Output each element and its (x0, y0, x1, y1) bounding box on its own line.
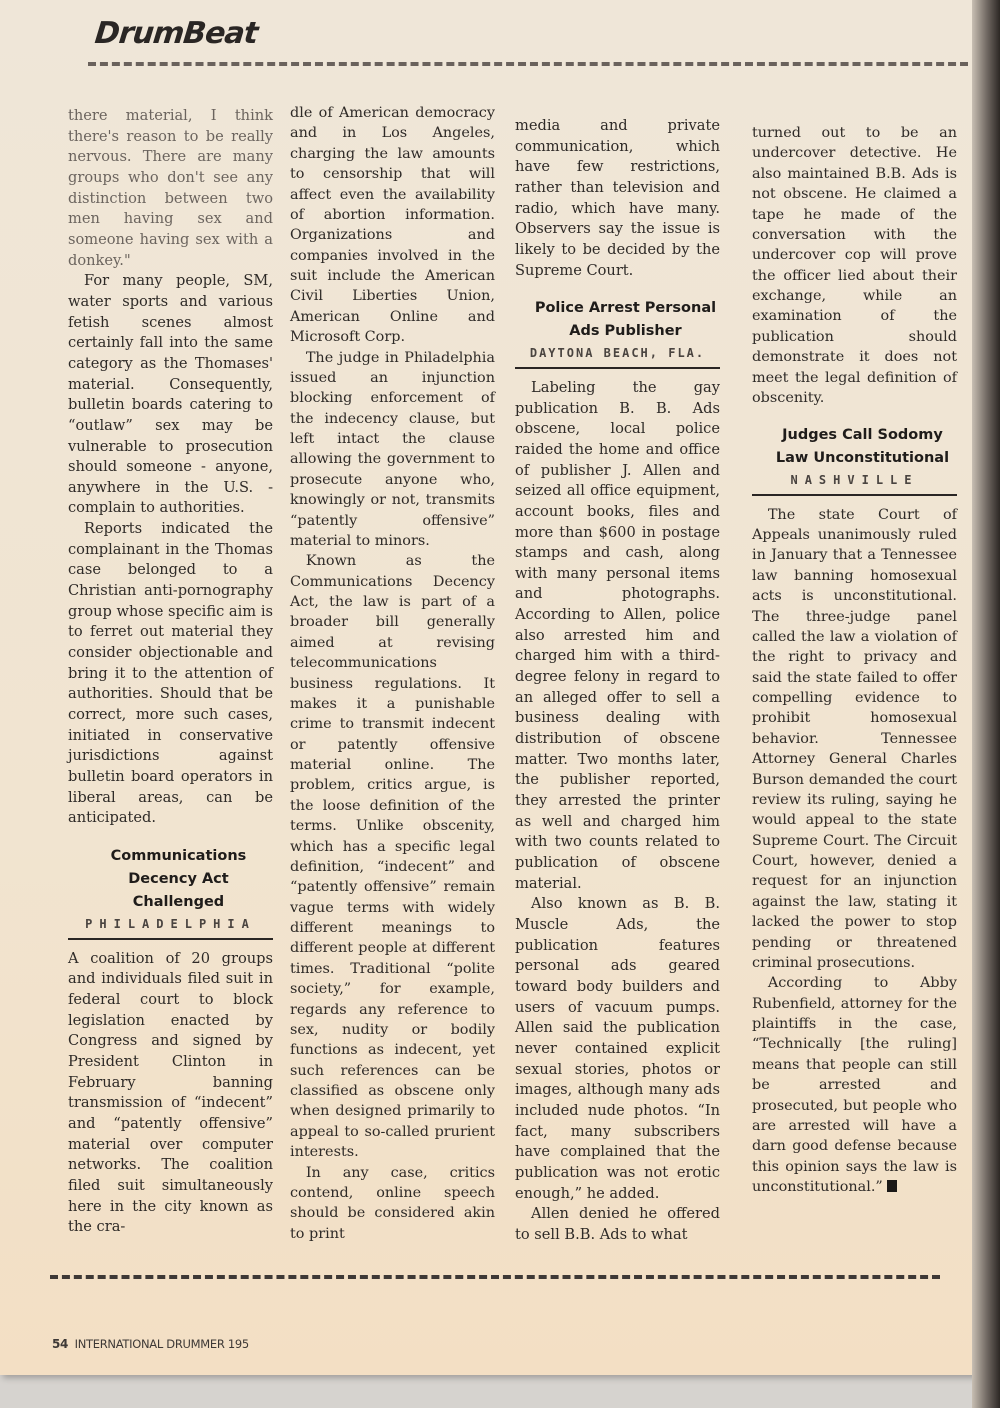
column-2 (290, 103, 495, 1244)
column-4 (752, 123, 957, 1197)
headline: Decency Act (128, 870, 229, 887)
headline: Communications (110, 847, 247, 864)
paragraph: media and private communication, which have few restrictions, rather than television and radio, which have many. Observers say the issue is likely to be decided by the Supreme Court. (515, 117, 720, 279)
paragraph: A coalition of 20 groups and individuals filed suit in federal court to block legislation enacted by Congress and signed by President Clinton in February banning transmission of “indecent” and “patently offensive” material over computer networks. The coalition filed suit simultaneously here in the city known as the cra- (68, 949, 273, 1236)
paragraph: dle of American democracy and in Los Angeles, charging the law amounts to censorship that will affect even the availability of abortion information. Organizations and companies involved in the suit include the American Civil Liberties Union, American Online and Microsoft Corp. (290, 105, 495, 346)
paragraph: For many people, SM, water sports and various fetish scenes almost certainly fall into the same category as the Thomases' material. Consequently, bulletin boards catering to “outlaw” sex may be vulnerable to prosecution should someone - anyone, anywhere in the U.S. - complain to authorities. (68, 272, 273, 517)
dateline: DAYTONA BEACH, FLA. (515, 343, 720, 369)
paragraph: Reports indicated the complainant in the Thomas case belonged to a Christian anti-pornography group whose specific aim is to ferret out material they consider objectionable and bring it to the attention of authorities. Should that be correct, more such cases, initiated in conservative jurisdictions against bulletin board operators in liberal areas, can be anticipated. (68, 520, 273, 827)
paragraph (752, 973, 957, 1197)
headline: Police Arrest Personal (534, 300, 717, 317)
column-3 (515, 116, 720, 1245)
headline: Law Unconstitutional (775, 450, 950, 467)
headline: Ads Publisher (569, 323, 682, 340)
masthead-logo (93, 14, 259, 54)
paragraph: Labeling the gay publication B. B. Ads obscene, local police raided the home and office of publisher J. Allen and seized all office equipment, account books, files and more than $600 in postage stamps and cash, along with many personal items and photographs. According to Allen, police also arrested him and charged him with a third-degree felony in regard to an alleged offer to sell a business dealing with distribution of obscene matter. Two months later, the publisher reported, they arrested the printer as well and charged him with two counts related to publication of obscene material. (515, 378, 720, 892)
paragraph: Allen denied he offered to sell B.B. Ads to what (515, 1205, 720, 1243)
top-dashed-rule (88, 62, 968, 66)
page-footer (52, 1337, 249, 1351)
book-gutter (972, 0, 1000, 1408)
story-header-sodomy (752, 424, 957, 495)
bottom-dashed-rule (50, 1275, 940, 1279)
paragraph: In any case, critics contend, online speech should be considered akin to print (290, 1164, 495, 1242)
masthead-text: DrumBeat (93, 16, 260, 51)
paragraph-text: According to Abby Rubenfield, attorney for the plaintiffs in the case, “Technically [the ruling] means that people can still be arrested and prosecuted, but people who are arrested will have a darn good defense because this opinion says the law is unconstitutional.” (752, 975, 957, 1195)
column-1 (68, 106, 273, 1238)
paragraph: The judge in Philadelphia issued an injunction blocking enforcement of the indecency clause, but left intact the clause allowing the government to prosecute anyone who, knowingly or not, transmits “patently offensive” material to minors. (290, 349, 495, 549)
paragraph: The state Court of Appeals unanimously ruled in January that a Tennessee law banning homosexual acts is unconstitutional. The three-judge panel called the law a violation of the right to privacy and said the state failed to offer compelling evidence to prohibit homosexual behavior. Tennessee Attorney General Charles Burson demanded the court review its ruling, saying he would appeal to the state Supreme Court. The Circuit Court, however, denied a request for an injunction against the law, stating it lacked the power to stop pending or threatened criminal prosecutions. (752, 506, 957, 971)
end-of-story-icon (887, 1180, 897, 1192)
dateline: PHILADELPHIA (68, 914, 273, 940)
dateline: NASHVILLE (752, 470, 957, 495)
paragraph: Also known as B. B. Muscle Ads, the publication features personal ads geared toward body builders and users of vacuum pumps. Allen said the publication never contained explicit sexual stories, photos or images, although many ads included nude photos. “In fact, many subscribers have complained that the publication was not erotic enough,” he added. (515, 895, 720, 1202)
story-header-cda (68, 845, 273, 940)
paragraph: there material, I think there's reason to be really nervous. There are many groups who don't see any distinction between two men having sex and someone having sex with a donkey." (68, 107, 273, 269)
paragraph: Known as the Communications Decency Act, the law is part of a broader bill generally aimed at revising telecommunications business regulations. It makes it a punishable crime to transmit indecent or patently offensive material online. The problem, critics argue, is the loose definition of the terms. Unlike obscenity, which has a specific legal definition, “indecent” and “patently offensive” remain vague terms with widely different meanings to different people at different times. Traditional “polite society,” for example, regards any reference to sex, nudity or bodily functions as indecent, yet such references can be classified as obscene only when designed primarily to appeal to so-called prurient interests. (290, 553, 495, 1161)
page-number: 54 (52, 1337, 69, 1351)
paragraph: turned out to be an undercover detective. He also maintained B.B. Ads is not obscene. He claimed a tape he made of the conversation with the undercover cop will prove the officer lied about their exchange, while an examination of the publication should demonstrate it does not meet the legal definition of obscenity. (752, 125, 957, 406)
headline: Challenged (132, 893, 225, 910)
publication-title: INTERNATIONAL DRUMMER 195 (74, 1337, 249, 1351)
story-header-police (515, 297, 720, 369)
headline: Judges Call Sodomy (782, 427, 943, 444)
